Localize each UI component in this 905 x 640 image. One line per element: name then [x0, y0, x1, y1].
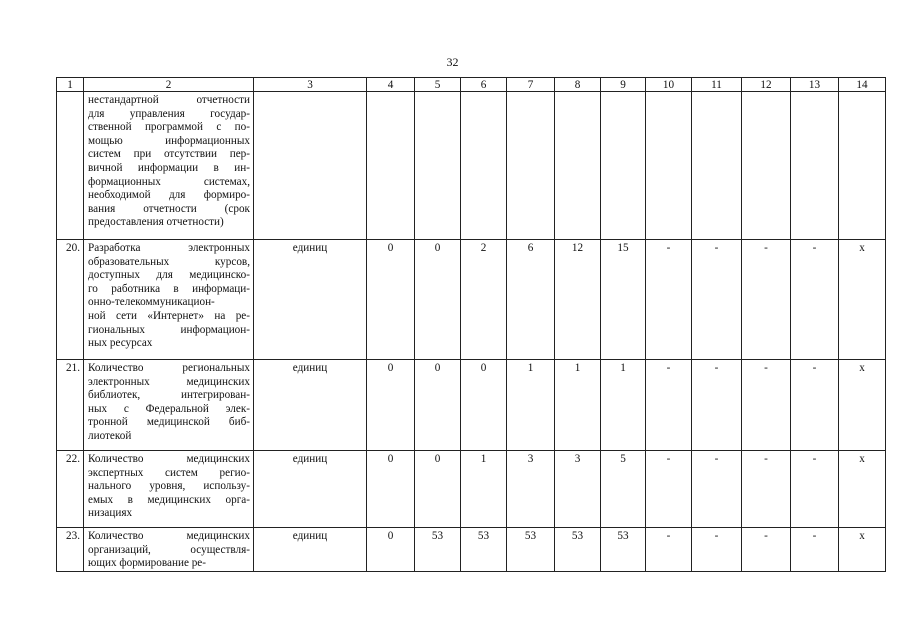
column-header-1: 1: [57, 78, 84, 92]
column-header-13: 13: [791, 78, 839, 92]
value-cell-col-13: -: [791, 360, 839, 451]
indicator-name-line: необходимой для формиро-: [88, 189, 250, 202]
value-cell-col-8: 1: [555, 360, 601, 451]
indicator-name-line: образовательных курсов,: [88, 255, 250, 268]
value-cell-col-14: x: [839, 528, 886, 572]
value-cell-col-4: 0: [367, 240, 415, 360]
value-cell-col-11: -: [692, 451, 742, 528]
value-cell-col-5: 0: [415, 360, 461, 451]
indicator-name-line: ной сети «Интернет» на ре-: [88, 309, 250, 322]
column-header-11: 11: [692, 78, 742, 92]
value-cell-col-11: [692, 92, 742, 240]
value-cell-col-9: 1: [601, 360, 646, 451]
value-cell-col-13: -: [791, 451, 839, 528]
value-cell-col-10: -: [646, 451, 692, 528]
value-cell-col-9: 15: [601, 240, 646, 360]
indicator-name-cell: [84, 240, 254, 360]
table-row: [57, 92, 886, 240]
value-cell-col-12: -: [742, 451, 791, 528]
unit-cell: [254, 92, 367, 240]
value-cell-col-8: 12: [555, 240, 601, 360]
column-header-2: 2: [84, 78, 254, 92]
value-cell-col-9: [601, 92, 646, 240]
indicator-name-cell: [84, 528, 254, 572]
value-cell-col-13: -: [791, 528, 839, 572]
value-cell-col-13: [791, 92, 839, 240]
value-cell-col-5: [415, 92, 461, 240]
page-number: 32: [446, 55, 459, 69]
unit-cell: единиц: [254, 451, 367, 528]
value-cell-col-7: 1: [507, 360, 555, 451]
column-header-8: 8: [555, 78, 601, 92]
value-cell-col-11: -: [692, 360, 742, 451]
indicator-name-line: ных с Федеральной элек-: [88, 402, 250, 415]
indicator-name-line: низациях: [88, 507, 133, 520]
indicator-name-line: Количество медицинских: [88, 453, 250, 465]
value-cell-col-7: 3: [507, 451, 555, 528]
indicator-name-cell: [84, 360, 254, 451]
indicator-name-line: для управления государ-: [88, 107, 250, 120]
value-cell-col-10: -: [646, 528, 692, 572]
indicator-name-line: емых в медицинских орга-: [88, 493, 250, 506]
value-cell-col-12: [742, 92, 791, 240]
column-header-10: 10: [646, 78, 692, 92]
indicator-name-line: Количество медицинских: [88, 530, 250, 542]
indicator-name-line: мощью информационных: [88, 134, 250, 147]
value-cell-col-12: -: [742, 360, 791, 451]
value-cell-col-6: 53: [461, 528, 507, 572]
column-header-4: 4: [367, 78, 415, 92]
unit-cell: единиц: [254, 360, 367, 451]
indicator-name-cell: [84, 92, 254, 240]
row-number-cell: 23.: [57, 528, 84, 572]
indicator-name-line: доступных для медицинско-: [88, 269, 250, 282]
indicator-name-line: ющих формирование ре-: [88, 557, 206, 570]
value-cell-col-9: 53: [601, 528, 646, 572]
indicator-name-line: онно-телекоммуникацион-: [88, 296, 215, 309]
value-cell-col-7: 6: [507, 240, 555, 360]
column-header-14: 14: [839, 78, 886, 92]
value-cell-col-14: x: [839, 360, 886, 451]
value-cell-col-7: 53: [507, 528, 555, 572]
value-cell-col-4: 0: [367, 528, 415, 572]
value-cell-col-11: -: [692, 240, 742, 360]
table-row: [57, 451, 886, 528]
value-cell-col-5: 53: [415, 528, 461, 572]
value-cell-col-5: 0: [415, 240, 461, 360]
value-cell-col-8: 3: [555, 451, 601, 528]
indicator-name-line: гиональных информацион-: [88, 323, 250, 336]
unit-cell: единиц: [254, 240, 367, 360]
value-cell-col-8: 53: [555, 528, 601, 572]
indicator-name-line: организаций, осуществля-: [88, 543, 250, 556]
value-cell-col-8: [555, 92, 601, 240]
value-cell-col-14: [839, 92, 886, 240]
indicator-name-line: электронных медицинских: [88, 375, 250, 388]
indicator-name-line: предоставления отчетности): [88, 216, 224, 229]
indicator-name-line: вичной информации в ин-: [88, 161, 250, 174]
indicator-name-line: нального уровня, использу-: [88, 480, 250, 493]
value-cell-col-10: -: [646, 240, 692, 360]
value-cell-col-12: -: [742, 528, 791, 572]
value-cell-col-10: [646, 92, 692, 240]
indicator-name-line: Количество региональных: [88, 362, 250, 374]
table-row: [57, 360, 886, 451]
column-header-9: 9: [601, 78, 646, 92]
column-header-5: 5: [415, 78, 461, 92]
indicator-name-line: Разработка электронных: [88, 242, 250, 254]
value-cell-col-11: -: [692, 528, 742, 572]
indicator-name-cell: [84, 451, 254, 528]
row-number-cell: 21.: [57, 360, 84, 451]
value-cell-col-4: 0: [367, 451, 415, 528]
row-number-cell: [57, 92, 84, 240]
value-cell-col-5: 0: [415, 451, 461, 528]
value-cell-col-14: x: [839, 240, 886, 360]
indicator-name-line: ственной программой с по-: [88, 121, 250, 134]
indicator-name-line: библиотек, интегрирован-: [88, 389, 250, 402]
row-number-cell: 22.: [57, 451, 84, 528]
value-cell-col-6: 2: [461, 240, 507, 360]
indicator-name-line: систем при отсутствии пер-: [88, 148, 250, 161]
indicator-name-line: лиотекой: [88, 429, 132, 442]
indicator-name-line: го работника в информаци-: [88, 282, 250, 295]
value-cell-col-14: x: [839, 451, 886, 528]
indicator-name-line: ных ресурсах: [88, 337, 153, 350]
indicator-name-line: вания отчетности (срок: [88, 202, 250, 215]
value-cell-col-12: -: [742, 240, 791, 360]
indicator-name-line: экспертных систем регио-: [88, 466, 250, 479]
column-header-12: 12: [742, 78, 791, 92]
value-cell-col-10: -: [646, 360, 692, 451]
value-cell-col-6: [461, 92, 507, 240]
value-cell-col-7: [507, 92, 555, 240]
row-number-cell: 20.: [57, 240, 84, 360]
value-cell-col-13: -: [791, 240, 839, 360]
header-row: [57, 78, 886, 92]
table-row: [57, 528, 886, 572]
column-header-6: 6: [461, 78, 507, 92]
indicators-table: [56, 77, 886, 572]
indicator-name-line: формационных системах,: [88, 175, 250, 188]
value-cell-col-6: 0: [461, 360, 507, 451]
value-cell-col-6: 1: [461, 451, 507, 528]
table-row: [57, 240, 886, 360]
column-header-3: 3: [254, 78, 367, 92]
unit-cell: единиц: [254, 528, 367, 572]
indicator-name-line: нестандартной отчетности: [88, 94, 250, 106]
value-cell-col-9: 5: [601, 451, 646, 528]
value-cell-col-4: [367, 92, 415, 240]
column-header-7: 7: [507, 78, 555, 92]
indicator-name-line: тронной медицинской биб-: [88, 416, 250, 429]
value-cell-col-4: 0: [367, 360, 415, 451]
